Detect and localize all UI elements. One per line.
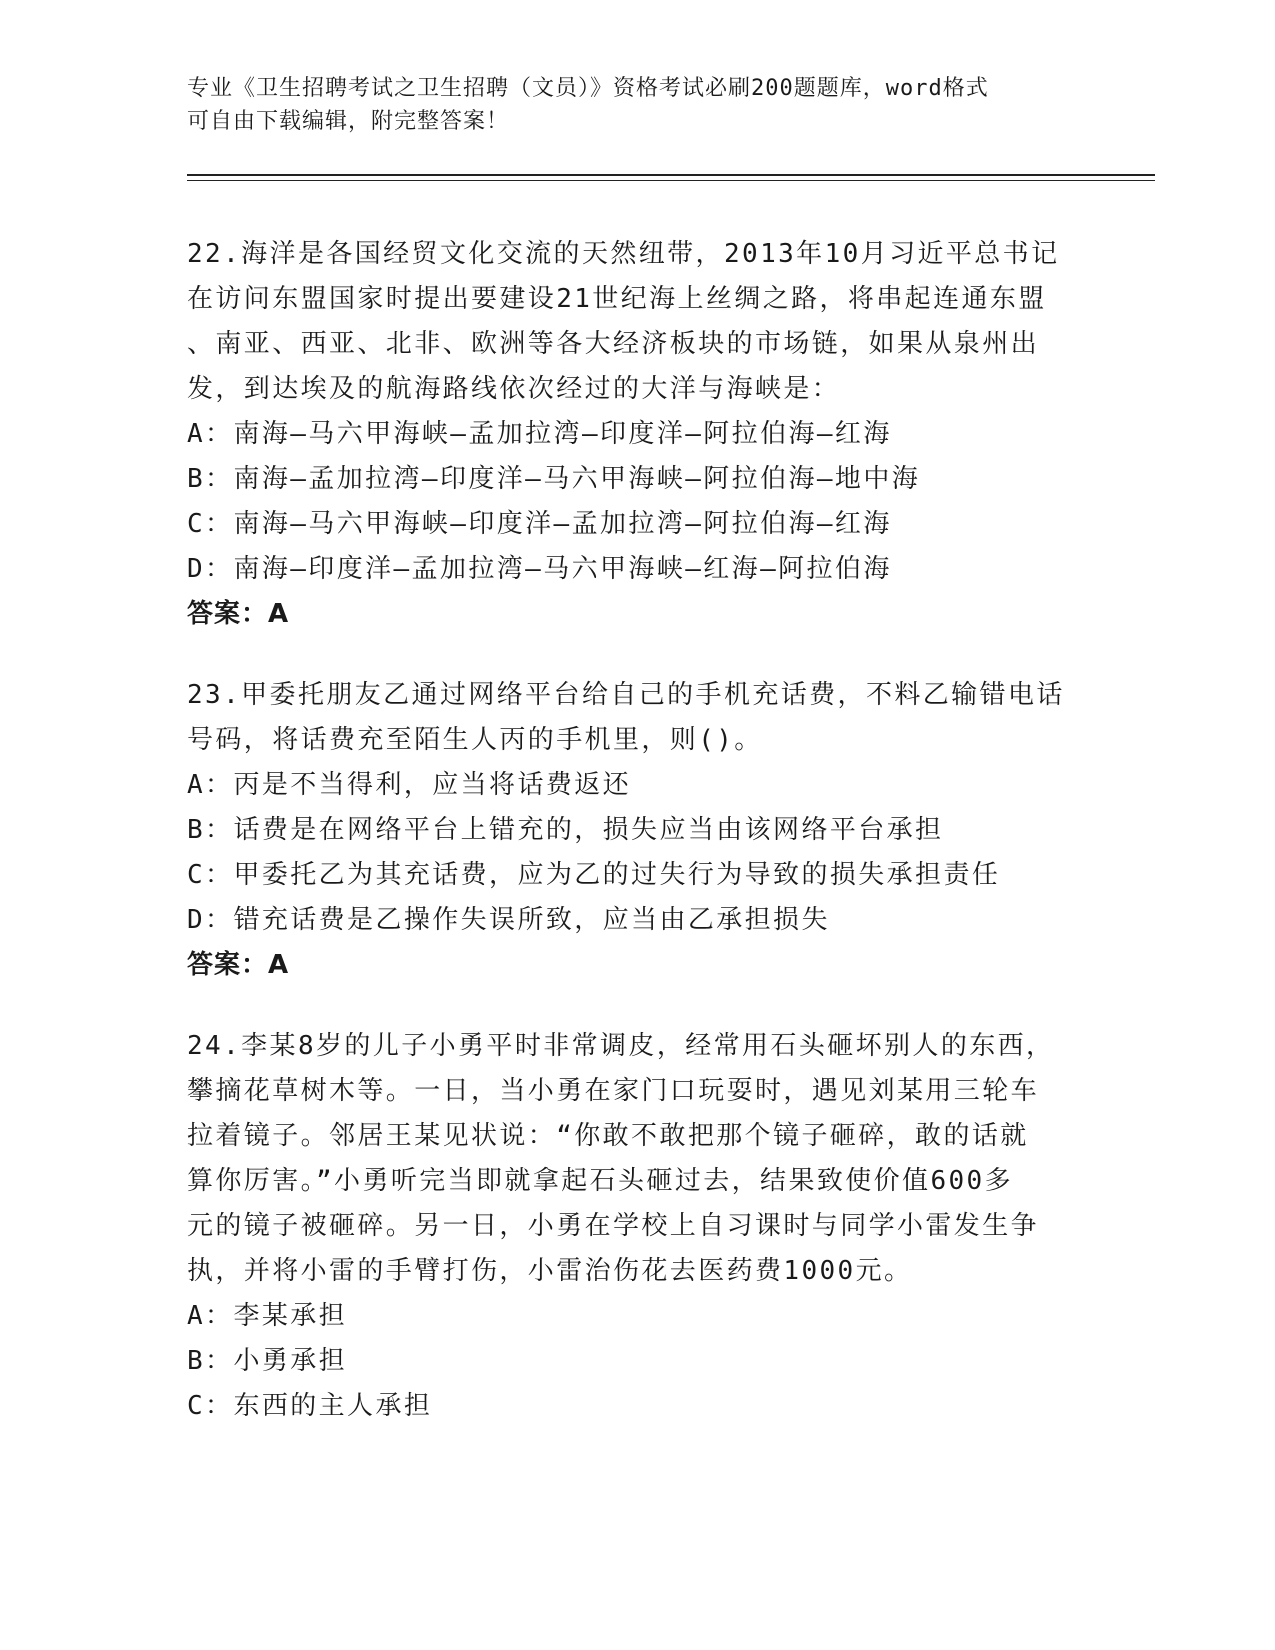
question-text-line: 拉着镜子。邻居王某见状说：“你敢不敢把那个镜子砸碎，敢的话就 [187, 1121, 1029, 1151]
question-text-line: 执，并将小雷的手臂打伤，小雷治伤花去医药费1000元。 [187, 1256, 913, 1286]
document-header [187, 72, 1087, 138]
question-text-line: 23.甲委托朋友乙通过网络平台给自己的手机充话费，不料乙输错电话 [187, 680, 1065, 710]
question-22 [187, 232, 1087, 637]
header-divider-top [187, 174, 1155, 176]
option-a: A：南海—马六甲海峡—孟加拉湾—印度洋—阿拉伯海—红海 [187, 419, 892, 449]
option-b: B：话费是在网络平台上错充的，损失应当由该网络平台承担 [187, 815, 944, 845]
option-c: C：东西的主人承担 [187, 1391, 433, 1421]
option-c: C：南海—马六甲海峡—印度洋—孟加拉湾—阿拉伯海—红海 [187, 509, 892, 539]
answer-label: 答案：A [187, 599, 290, 629]
question-text-line: 24.李某8岁的儿子小勇平时非常调皮，经常用石头砸坏别人的东西， [187, 1031, 1055, 1061]
option-b: B：小勇承担 [187, 1346, 348, 1376]
question-text-line: 攀摘花草树木等。一日，当小勇在家门口玩耍时，遇见刘某用三轮车 [187, 1076, 1040, 1106]
option-d: D：错充话费是乙操作失误所致，应当由乙承担损失 [187, 905, 830, 935]
option-a: A：李某承担 [187, 1301, 348, 1331]
question-text-line: 号码，将话费充至陌生人丙的手机里，则()。 [187, 725, 763, 755]
questions-container [187, 232, 1087, 1465]
question-23 [187, 673, 1087, 988]
question-text-line: 算你厉害。”小勇听完当即就拿起石头砸过去，结果致使价值600多 [187, 1166, 1014, 1196]
question-text-line: 、南亚、西亚、北非、欧洲等各大经济板块的市场链，如果从泉州出 [187, 329, 1040, 359]
question-text-line: 22.海洋是各国经贸文化交流的天然纽带，2013年10月习近平总书记 [187, 239, 1060, 269]
answer-label: 答案：A [187, 950, 290, 980]
question-text-line: 元的镜子被砸碎。另一日，小勇在学校上自习课时与同学小雷发生争 [187, 1211, 1040, 1241]
option-a: A：丙是不当得利，应当将话费返还 [187, 770, 632, 800]
question-text-line: 发，到达埃及的航海路线依次经过的大洋与海峡是： [187, 374, 841, 404]
question-text-line: 在访问东盟国家时提出要建设21世纪海上丝绸之路，将串起连通东盟 [187, 284, 1047, 314]
header-line-1: 专业《卫生招聘考试之卫生招聘（文员）》资格考试必刷200题题库，word格式 [187, 76, 989, 101]
option-d: D：南海—印度洋—孟加拉湾—马六甲海峡—红海—阿拉伯海 [187, 554, 892, 584]
option-c: C：甲委托乙为其充话费，应为乙的过失行为导致的损失承担责任 [187, 860, 1001, 890]
header-divider-bottom [187, 180, 1155, 181]
option-b: B：南海—孟加拉湾—印度洋—马六甲海峡—阿拉伯海—地中海 [187, 464, 921, 494]
header-line-2: 可自由下载编辑，附完整答案！ [187, 109, 510, 134]
question-24 [187, 1024, 1087, 1429]
